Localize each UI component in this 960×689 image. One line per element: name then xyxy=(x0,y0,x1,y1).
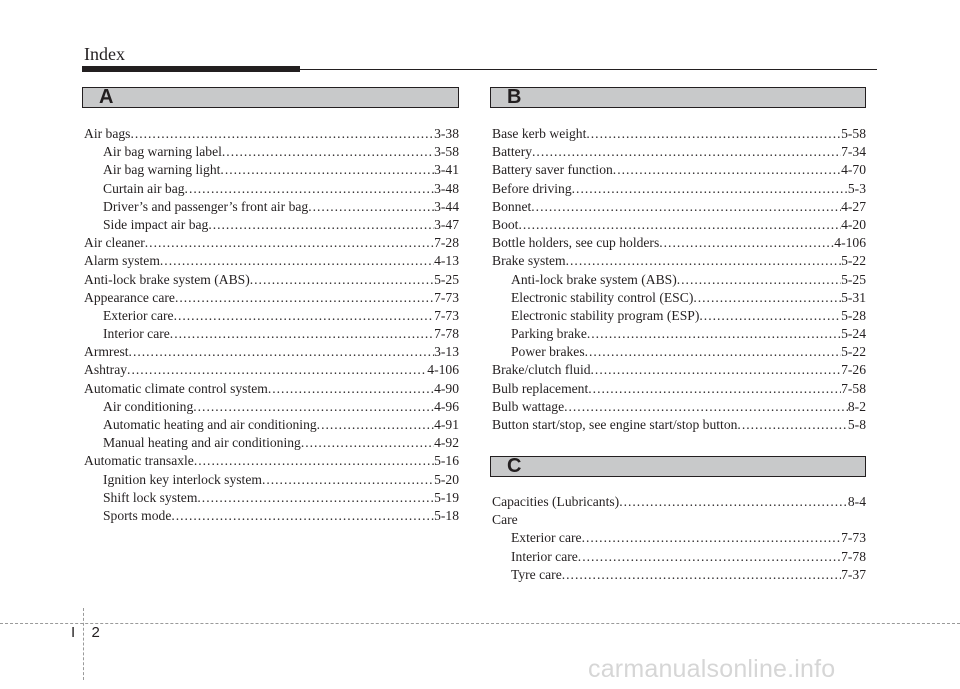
index-entry xyxy=(492,493,866,511)
dot-leader xyxy=(699,307,841,325)
dot-leader xyxy=(175,289,434,307)
dot-leader xyxy=(566,252,841,270)
index-entry xyxy=(492,380,866,398)
entry-page: 4-13 xyxy=(434,253,459,269)
entry-page: 5-19 xyxy=(434,489,459,505)
entry-text: Anti-lock brake system (ABS) xyxy=(84,271,250,287)
dot-leader xyxy=(613,161,841,179)
index-column-c xyxy=(492,493,866,584)
entry-text: Exterior care xyxy=(103,307,174,323)
index-entry xyxy=(492,343,866,361)
dot-leader xyxy=(208,216,434,234)
section-header-c xyxy=(490,456,866,477)
entry-page: 4-106 xyxy=(427,362,459,378)
dot-leader xyxy=(193,398,434,416)
entry-text: Driver’s and passenger’s front air bag xyxy=(103,198,309,214)
entry-page: 5-22 xyxy=(841,253,866,269)
index-entry xyxy=(492,252,866,270)
index-entry xyxy=(492,398,866,416)
dot-leader xyxy=(127,361,427,379)
dot-leader xyxy=(220,161,434,179)
entry-text: Boot xyxy=(492,216,519,232)
index-entry xyxy=(492,511,866,529)
entry-text: Interior care xyxy=(511,548,578,564)
section-letter-c: C xyxy=(507,455,522,477)
entry-page: 5-18 xyxy=(434,507,459,523)
index-entry xyxy=(84,489,459,507)
dot-leader xyxy=(301,434,434,452)
section-letter-a: A xyxy=(99,86,114,108)
entry-text: Bottle holders, see cup holders xyxy=(492,235,660,251)
entry-page: 5-25 xyxy=(841,271,866,287)
dot-leader xyxy=(197,489,434,507)
entry-page: 3-47 xyxy=(434,216,459,232)
entry-page: 5-28 xyxy=(841,307,866,323)
entry-page: 7-26 xyxy=(841,362,866,378)
entry-text: Bonnet xyxy=(492,198,532,214)
entry-text: Appearance care xyxy=(84,289,175,305)
footer-divider-vertical xyxy=(83,608,84,680)
dot-leader xyxy=(250,271,434,289)
index-entry xyxy=(84,143,459,161)
dot-leader xyxy=(693,289,841,307)
index-entry xyxy=(492,216,866,234)
entry-text: Air cleaner xyxy=(84,235,145,251)
dot-leader xyxy=(572,180,848,198)
entry-text: Bulb wattage xyxy=(492,398,565,414)
entry-text: Battery xyxy=(492,144,533,160)
entry-page: 7-78 xyxy=(434,326,459,342)
entry-page: 7-34 xyxy=(841,144,866,160)
dot-leader xyxy=(130,125,434,143)
index-column-b xyxy=(492,125,866,434)
footer-page-number xyxy=(71,624,100,641)
entry-text: Sports mode xyxy=(103,507,172,523)
entry-page: 7-37 xyxy=(841,566,866,582)
entry-page: 7-73 xyxy=(434,307,459,323)
entry-page: 7-28 xyxy=(434,235,459,251)
dot-leader xyxy=(564,398,848,416)
entry-text: Automatic climate control system xyxy=(84,380,268,396)
entry-page: 3-58 xyxy=(434,144,459,160)
dot-leader xyxy=(619,493,848,511)
entry-page: 5-8 xyxy=(847,417,866,432)
index-entry xyxy=(84,252,459,270)
index-entry xyxy=(84,398,459,416)
entry-page: 5-22 xyxy=(841,344,866,360)
entry-page: 7-73 xyxy=(434,289,459,305)
index-entry xyxy=(492,548,866,566)
page-title: Index xyxy=(84,44,125,64)
entry-text: Interior care xyxy=(103,326,170,342)
index-entry xyxy=(84,452,459,470)
entry-text: Base kerb weight xyxy=(492,126,587,141)
dot-leader xyxy=(194,452,434,470)
entry-text: Exterior care xyxy=(511,530,582,546)
footer-section-letter: I xyxy=(71,624,76,641)
index-entry xyxy=(84,416,459,434)
index-entry xyxy=(84,216,459,234)
index-entry xyxy=(84,271,459,289)
dot-leader xyxy=(170,325,434,343)
index-entry xyxy=(84,361,459,379)
entry-text: Curtain air bag xyxy=(103,180,185,196)
dot-leader xyxy=(145,234,434,252)
entry-page: 3-41 xyxy=(434,162,459,178)
dot-leader xyxy=(588,380,841,398)
entry-text: Anti-lock brake system (ABS) xyxy=(511,271,677,287)
dot-leader xyxy=(677,271,841,289)
dot-leader xyxy=(518,216,841,234)
entry-text: Before driving xyxy=(492,180,572,196)
index-entry xyxy=(84,234,459,252)
entry-page: 4-20 xyxy=(841,216,866,232)
entry-page: 5-24 xyxy=(841,326,866,342)
entry-text: Ashtray xyxy=(84,362,128,378)
dot-leader xyxy=(262,471,434,489)
entry-text: Care xyxy=(492,512,518,528)
index-entry xyxy=(492,361,866,379)
entry-page: 3-13 xyxy=(434,344,459,360)
entry-text: Automatic transaxle xyxy=(84,453,194,469)
entry-page: 3-48 xyxy=(434,180,459,196)
entry-page: 5-58 xyxy=(841,126,866,141)
dot-leader xyxy=(129,343,435,361)
index-entry xyxy=(84,161,459,179)
dot-leader xyxy=(185,180,435,198)
index-entry xyxy=(84,125,459,143)
entry-text: Bulb replacement xyxy=(492,380,589,396)
footer-page-digit: 2 xyxy=(91,624,100,641)
index-entry xyxy=(492,161,866,179)
index-entry xyxy=(84,198,459,216)
entry-text: Automatic heating and air conditioning xyxy=(103,417,317,432)
entry-page: 8-4 xyxy=(847,494,866,509)
index-entry xyxy=(84,325,459,343)
index-entry xyxy=(84,507,459,525)
index-entry xyxy=(492,416,866,434)
entry-text: Capacities (Lubricants) xyxy=(492,494,620,509)
index-entry xyxy=(492,125,866,143)
entry-page: 5-20 xyxy=(434,471,459,487)
index-entry xyxy=(492,566,866,584)
watermark: carmanualsonline.info xyxy=(588,655,836,683)
entry-text: Brake system xyxy=(492,253,566,269)
dot-leader xyxy=(171,507,434,525)
dot-leader xyxy=(585,343,841,361)
dot-leader xyxy=(308,198,434,216)
entry-text: Brake/clutch fluid xyxy=(492,362,591,378)
entry-page: 4-92 xyxy=(434,435,459,451)
entry-page: 5-3 xyxy=(847,180,866,196)
index-entry xyxy=(492,529,866,547)
entry-text: Ignition key interlock system xyxy=(103,471,262,487)
dot-leader xyxy=(174,307,435,325)
index-entry xyxy=(492,180,866,198)
entry-text: Air conditioning xyxy=(103,398,194,414)
entry-text: Button start/stop, see engine start/stop button xyxy=(492,417,738,432)
dot-leader xyxy=(562,566,841,584)
entry-page: 4-70 xyxy=(841,162,866,178)
entry-text: Electronic stability control (ESC) xyxy=(511,289,694,305)
section-header-b xyxy=(490,87,866,108)
entry-text: Air bag warning label xyxy=(103,144,222,160)
index-entry xyxy=(84,434,459,452)
entry-page: 7-73 xyxy=(841,530,866,546)
dot-leader xyxy=(317,416,434,434)
dot-leader xyxy=(268,380,434,398)
dot-leader xyxy=(659,234,834,252)
dot-leader xyxy=(578,548,841,566)
dot-leader xyxy=(587,325,841,343)
entry-text: Air bags xyxy=(84,126,131,141)
entry-text: Alarm system xyxy=(84,253,160,269)
header-rule-thin xyxy=(300,69,877,70)
index-entry xyxy=(492,325,866,343)
entry-page: 4-106 xyxy=(834,235,866,251)
entry-text: Power brakes xyxy=(511,344,585,360)
entry-text: Manual heating and air conditioning xyxy=(103,435,301,451)
entry-text: Tyre care xyxy=(511,566,562,582)
index-entry xyxy=(84,380,459,398)
entry-page: 7-58 xyxy=(841,380,866,396)
section-letter-b: B xyxy=(507,86,522,108)
index-entry xyxy=(492,198,866,216)
entry-text: Battery saver function xyxy=(492,162,613,178)
footer-divider-horizontal xyxy=(0,623,960,624)
index-entry xyxy=(492,234,866,252)
entry-page: 5-16 xyxy=(434,453,459,469)
entry-text: Air bag warning light xyxy=(103,162,221,178)
entry-text: Side impact air bag xyxy=(103,216,209,232)
index-entry xyxy=(492,143,866,161)
section-header-a xyxy=(82,87,459,108)
entry-text: Electronic stability program (ESP) xyxy=(511,307,700,323)
index-entry xyxy=(84,289,459,307)
dot-leader xyxy=(582,529,842,547)
entry-page: 8-2 xyxy=(847,398,866,414)
entry-text: Armrest xyxy=(84,344,129,360)
entry-page: 4-90 xyxy=(434,380,459,396)
dot-leader xyxy=(591,361,842,379)
index-entry xyxy=(84,471,459,489)
entry-text: Shift lock system xyxy=(103,489,198,505)
index-entry xyxy=(492,289,866,307)
dot-leader xyxy=(160,252,434,270)
index-entry xyxy=(84,307,459,325)
dot-leader xyxy=(737,416,847,434)
entry-page: 5-25 xyxy=(434,271,459,287)
entry-page: 4-27 xyxy=(841,198,866,214)
entry-page: 3-38 xyxy=(434,126,459,141)
entry-page: 3-44 xyxy=(434,198,459,214)
entry-page: 7-78 xyxy=(841,548,866,564)
entry-page: 5-31 xyxy=(841,289,866,305)
index-entry xyxy=(492,271,866,289)
index-entry xyxy=(492,307,866,325)
index-column-a xyxy=(84,125,459,525)
dot-leader xyxy=(222,143,434,161)
dot-leader xyxy=(586,125,841,143)
index-entry xyxy=(84,343,459,361)
entry-text: Parking brake xyxy=(511,326,587,342)
entry-page: 4-96 xyxy=(434,398,459,414)
dot-leader xyxy=(532,143,841,161)
header-rule-thick xyxy=(82,66,300,72)
index-entry xyxy=(84,180,459,198)
dot-leader xyxy=(531,198,841,216)
entry-page: 4-91 xyxy=(434,417,459,432)
